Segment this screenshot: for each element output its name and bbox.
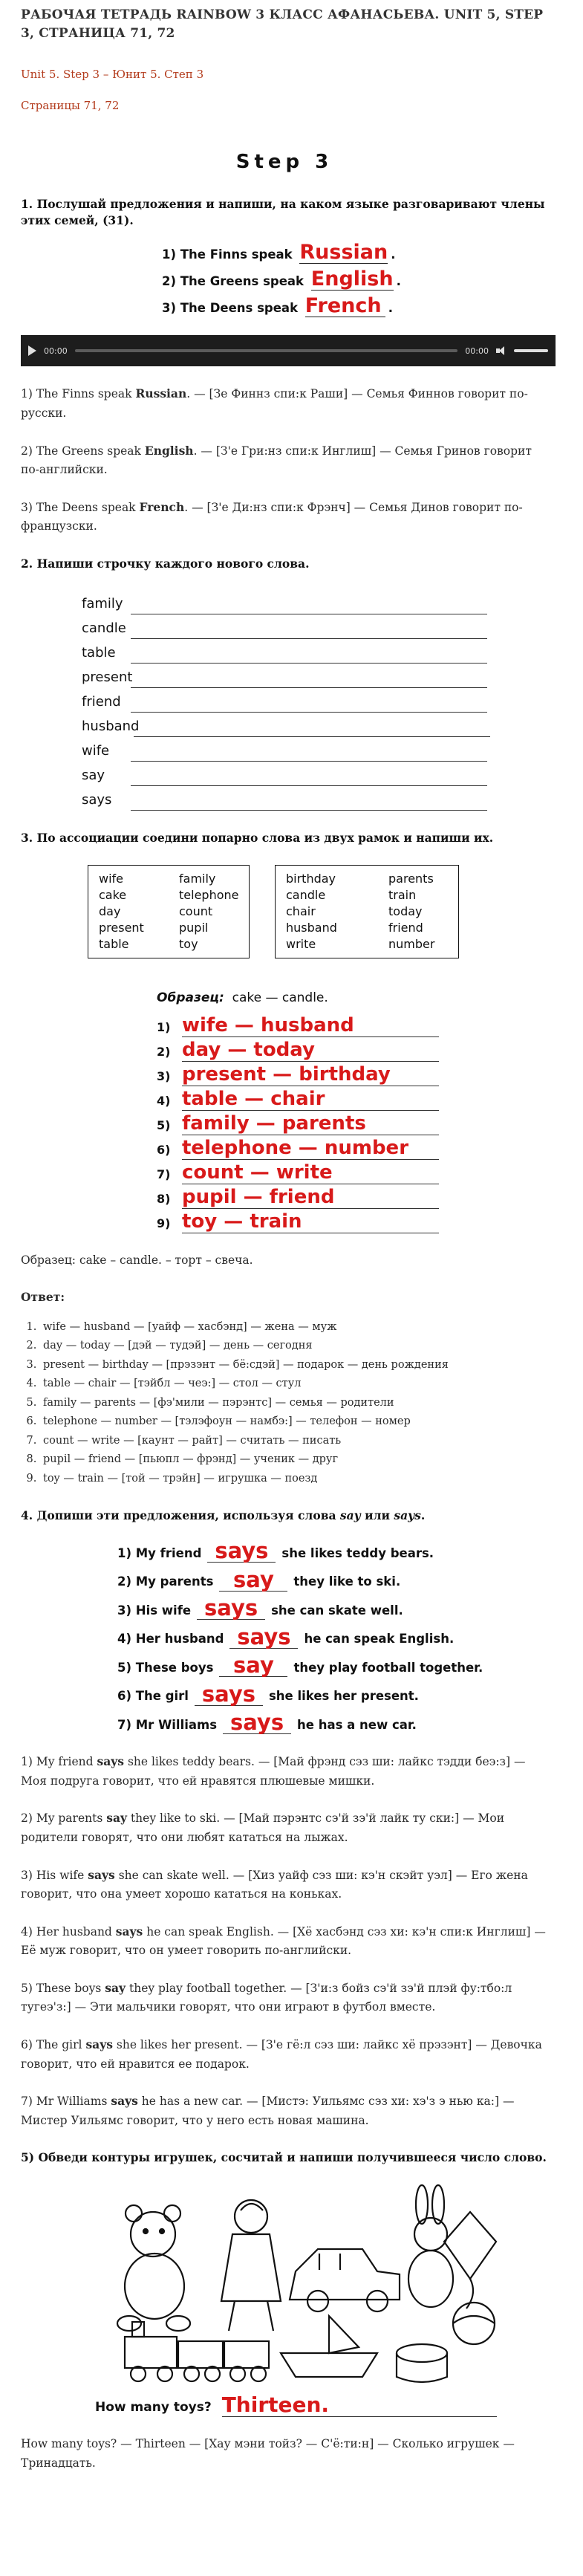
- writing-row: says: [82, 786, 548, 811]
- list-item: 5. family — parents — [фэ'мили — пэрэнтс] — семья — родители: [40, 1394, 548, 1413]
- sentence-row: 3) His wife says she can skate well.: [117, 1595, 403, 1621]
- writing-row: say: [82, 762, 548, 786]
- task1-explanation: 2) The Greens speak English. — [З'е Гри:нз спи:к Инглиш] — Семья Гринов говорит по-английски.: [21, 443, 532, 477]
- audio-time-current: 00:00: [44, 345, 68, 356]
- word-writing-lines: [82, 590, 548, 811]
- handwritten-answer: say: [219, 1654, 287, 1677]
- handwritten-answer: says: [229, 1626, 298, 1649]
- task4-heading: 4. Допиши эти предложения, используя слова say или says.: [21, 1508, 426, 1523]
- writing-row: friend: [82, 688, 548, 713]
- word-box-2: birthday parents candle train chair today husband friend write number: [275, 865, 459, 958]
- handwritten-answer: present — birthday: [182, 1064, 439, 1086]
- handwritten-answer: French: [305, 296, 385, 317]
- handwritten-answer: says: [197, 1597, 265, 1620]
- page-title: РАБОЧАЯ ТЕТРАДЬ RAINBOW 3 КЛАСС АФАНАСЬЕВА. UNIT 5, STEP 3, СТРАНИЦА 71, 72: [21, 7, 544, 41]
- sentence-row: 6) The girl says she likes her present.: [117, 1681, 419, 1707]
- pair-row: 3) present — birthday: [157, 1062, 548, 1086]
- handwritten-answer: say: [219, 1568, 287, 1592]
- task3-example: Образец: cake — candle.: [157, 990, 328, 1006]
- pair-row: 4) table — chair: [157, 1086, 548, 1111]
- list-item: 7. count — write — [каунт — райт] — считать — писать: [40, 1432, 548, 1451]
- sentence-row: 5) These boys say they play football together.: [117, 1652, 483, 1678]
- breadcrumb-link[interactable]: Unit 5. Step 3 – Юнит 5. Степ 3: [21, 68, 204, 82]
- list-item: 2. day — today — [дэй — тудэй] — день — сегодня: [40, 1337, 548, 1356]
- handwritten-answer: toy — train: [182, 1211, 439, 1233]
- task3-answers: [40, 1318, 548, 1489]
- task1-heading: 1. Послушай предложения и напиши, на каком языке разговаривают члены этих семей, (31).: [21, 197, 545, 227]
- handwritten-answer: family — parents: [182, 1113, 439, 1135]
- task4-explanation: 3) His wife says she can skate well. — [Хиз уайф сэз ши: кэ'н скэйт уэл] — Его жена говорит, что она умеет хорошо кататься на коньках.: [21, 1867, 528, 1901]
- handwritten-answer: day — today: [182, 1039, 439, 1062]
- writing-row: candle: [82, 614, 548, 639]
- list-item: 3. present — birthday — [прэзэнт — бё:сдэй] — подарок — день рождения: [40, 1356, 548, 1375]
- word-box-1: wife family cake telephone day count present pupil table toy: [88, 865, 250, 958]
- word-boxes: [88, 865, 548, 958]
- teddy-bear-drawing: [117, 2205, 190, 2331]
- task1-explanation: 3) The Deens speak French. — [З'е Ди:нз спи:к Фрэнч] — Семья Динов говорит по-французски.: [21, 499, 523, 533]
- train-drawing: [125, 2322, 269, 2381]
- sentence-row: 4) Her husband says he can speak English.: [117, 1623, 455, 1649]
- writing-row: family: [82, 590, 548, 614]
- task4-explanation: 7) Mr Williams says he has a new car. — [Мистэ: Уильямс сэз хи: хэ'з э нью ка:] — Мистер Уильямс говорит, что у него есть новая машина.: [21, 2094, 515, 2127]
- list-item: 4. table — chair — [тэйбл — чеэ:] — стол — стул: [40, 1375, 548, 1394]
- task5-heading: 5) Обведи контуры игрушек, сосчитай и напиши получившееся число слово.: [21, 2150, 547, 2165]
- ball-drawing: [453, 2303, 495, 2344]
- task1-item: 1) The Finns speak Russian .: [162, 241, 396, 265]
- writing-row: table: [82, 639, 548, 664]
- handwritten-answer: wife — husband: [182, 1015, 439, 1037]
- task1-item: 3) The Deens speak French .: [162, 294, 394, 318]
- list-item: 8. pupil — friend — [пьюпл — фрэнд] — ученик — друг: [40, 1450, 548, 1470]
- handwritten-answer: says: [195, 1683, 263, 1706]
- list-item: 6. telephone — number — [тэлэфоун — намбэ:] — телефон — номер: [40, 1412, 548, 1432]
- task5-explanation: How many toys? — Thirteen — [Хау мэни тойз? — С'ё:ти:н] — Сколько игрушек — Тринадцать.: [21, 2437, 515, 2470]
- handwritten-answer: table — chair: [182, 1089, 439, 1111]
- volume-icon[interactable]: [496, 345, 507, 356]
- boat-drawing: [281, 2316, 377, 2377]
- pair-row: 6) telephone — number: [157, 1135, 548, 1160]
- list-item: 9. toy — train — [той — трэйн] — игрушка — поезд: [40, 1470, 548, 1489]
- step-title: Step 3: [235, 150, 333, 173]
- drum-drawing: [397, 2344, 447, 2382]
- pair-row: 8) pupil — friend: [157, 1184, 548, 1209]
- task4-explanation: 4) Her husband says he can speak English. — [Хё хасбэнд сэз хи: кэ'н спи:к Инглиш] — Её муж говорит, что он умеет говорить по-английски.: [21, 1924, 546, 1958]
- task2-heading: 2. Напиши строчку каждого нового слова.: [21, 556, 310, 571]
- task3-heading: 3. По ассоциации соедини попарно слова из двух рамок и напиши их.: [21, 830, 494, 845]
- play-icon[interactable]: [28, 345, 36, 356]
- pair-row: 9) toy — train: [157, 1209, 548, 1233]
- volume-slider[interactable]: [514, 349, 548, 352]
- car-drawing: [290, 2249, 400, 2311]
- writing-row: husband: [82, 713, 548, 737]
- pair-row: 1) wife — husband: [157, 1013, 548, 1037]
- task4-explanation: 6) The girl says she likes her present. — [З'е гё:л сэз ши: лайкс хё прэзэнт] — Девочка говорит, что ей нравится ее подарок.: [21, 2037, 542, 2071]
- list-item: 1. wife — husband — [уайф — хасбэнд] — жена — муж: [40, 1318, 548, 1337]
- handwritten-answer: says: [223, 1711, 291, 1734]
- sentence-row: 2) My parents say they like to ski.: [117, 1566, 401, 1592]
- handwritten-answer: Thirteen.: [222, 2394, 497, 2417]
- task3-example-line: Образец: cake – candle. – торт – свеча.: [21, 1253, 253, 1267]
- answer-label: Ответ:: [21, 1290, 65, 1305]
- handwritten-answer: telephone — number: [182, 1138, 439, 1160]
- toys-outline-drawing: [95, 2182, 511, 2389]
- task4-explanation: 5) These boys say they play football together. — [З'и:з бойз сэ'й зэ'й плэй фу:тбо:л тугеэ'з:] — Эти мальчики говорят, что они играют в футбол вместе.: [21, 1980, 512, 2014]
- pair-row: 2) day — today: [157, 1037, 548, 1062]
- pair-row: 5) family — parents: [157, 1111, 548, 1135]
- task4-explanation: 2) My parents say they like to ski. — [Май пэрэнтс сэ'й зэ'й лайк ту ски:] — Мои родители говорят, что они любят кататься на лыжах.: [21, 1811, 505, 1845]
- task1-explanation: 1) The Finns speak Russian. — [Зе Финнз спи:к Раши] — Семья Финнов говорит по-русски.: [21, 386, 528, 421]
- handwritten-answer: pupil — friend: [182, 1187, 439, 1209]
- task5-question: How many toys? Thirteen.: [95, 2394, 548, 2417]
- pair-row: 7) count — write: [157, 1160, 548, 1184]
- writing-row: wife: [82, 737, 548, 762]
- audio-time-total: 00:00: [465, 345, 489, 356]
- pages-link[interactable]: Страницы 71, 72: [21, 98, 120, 112]
- audio-progress-bar[interactable]: [75, 349, 458, 352]
- writing-row: present: [82, 664, 548, 688]
- task3-pairs: [157, 1013, 548, 1233]
- task4-explanation: 1) My friend says she likes teddy bears. — [Май фрэнд сэз ши: лайкс тэдди беэ:з] — Моя подруга говорит, что ей нравятся плюшевые мишки.: [21, 1754, 526, 1788]
- doll-drawing: [221, 2200, 281, 2331]
- sentence-row: 1) My friend says she likes teddy bears.: [117, 1538, 434, 1564]
- sentence-row: 7) Mr Williams says he has a new car.: [117, 1710, 417, 1736]
- audio-player: [21, 335, 556, 366]
- task1-list: [162, 241, 548, 322]
- task1-item: 2) The Greens speak English .: [162, 267, 401, 291]
- task4-sentences: [117, 1534, 548, 1735]
- handwritten-answer: count — write: [182, 1162, 439, 1184]
- handwritten-answer: Russian: [299, 241, 388, 265]
- handwritten-answer: says: [207, 1540, 276, 1563]
- kite-drawing: [444, 2212, 496, 2309]
- handwritten-answer: English: [310, 267, 394, 291]
